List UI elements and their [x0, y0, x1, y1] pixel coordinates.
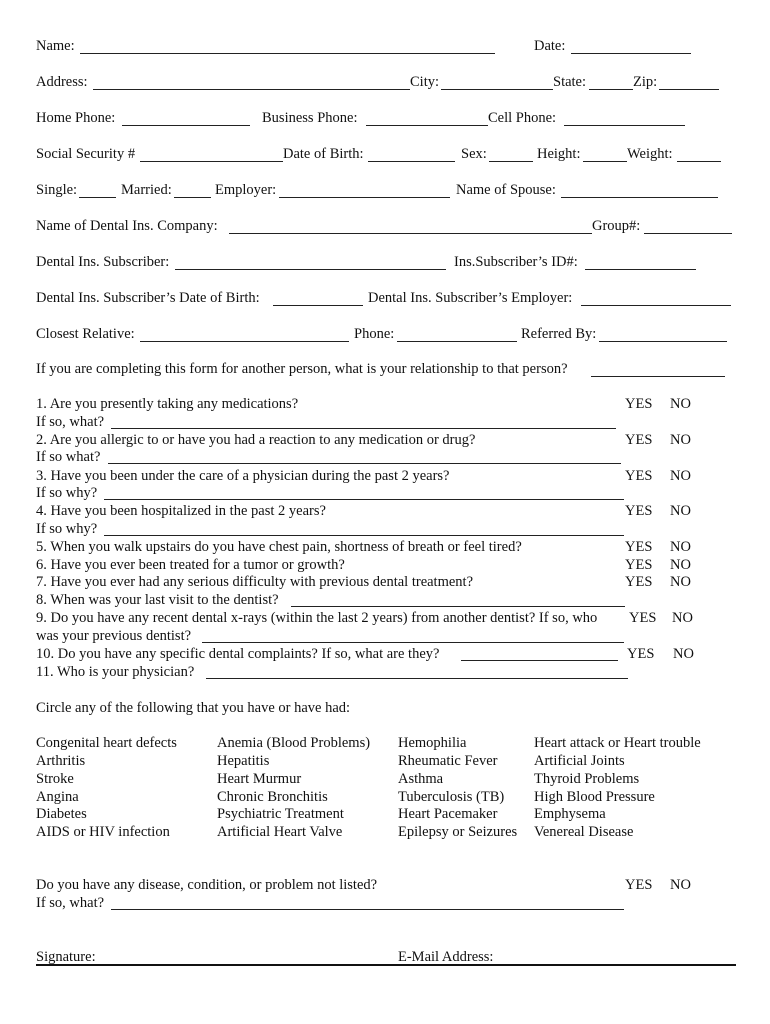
employer-field[interactable] — [279, 182, 450, 198]
zip-field[interactable] — [659, 74, 719, 90]
signature-label: Signature: — [36, 949, 96, 965]
condition-item[interactable]: Hepatitis — [217, 753, 270, 769]
yes-option[interactable]: YES — [625, 877, 653, 893]
ins-subscriber-employer-label: Dental Ins. Subscriber’s Employer: — [368, 290, 573, 306]
single-field[interactable] — [79, 182, 116, 198]
question-7: 7. Have you ever had any serious difficulty with previous dental treatment? — [36, 574, 474, 590]
question-4-followup-label: If so why? — [36, 521, 98, 537]
no-option[interactable]: NO — [670, 557, 691, 573]
question-1: 1. Are you presently taking any medications? — [36, 396, 299, 412]
ins-subscriber-id-label: Ins.Subscriber’s ID#: — [454, 254, 578, 270]
question-8: 8. When was your last visit to the dentist? — [36, 592, 279, 608]
yes-option[interactable]: YES — [625, 468, 653, 484]
question-10: 10. Do you have any specific dental complaints? If so, what are they? — [36, 646, 440, 662]
city-label: City: — [410, 74, 440, 90]
ssn-label: Social Security # — [36, 146, 136, 162]
email-label: E-Mail Address: — [398, 949, 494, 965]
question-11: 11. Who is your physician? — [36, 664, 195, 680]
married-label: Married: — [121, 182, 172, 198]
height-label: Height: — [537, 146, 581, 162]
height-field[interactable] — [583, 146, 627, 162]
condition-item[interactable]: Artificial Joints — [534, 753, 625, 769]
name-field[interactable] — [80, 38, 495, 54]
dob-field[interactable] — [368, 146, 455, 162]
cell-phone-field[interactable] — [564, 110, 685, 126]
ins-subscriber-label: Dental Ins. Subscriber: — [36, 254, 170, 270]
condition-item[interactable]: High Blood Pressure — [534, 789, 655, 805]
other-condition-question: Do you have any disease, condition, or problem not listed? — [36, 877, 378, 893]
ssn-field[interactable] — [140, 146, 283, 162]
question-3-followup-label: If so why? — [36, 485, 98, 501]
question-8-field[interactable] — [291, 591, 625, 607]
phone-label: Phone: — [354, 326, 395, 342]
yes-option[interactable]: YES — [629, 610, 657, 626]
question-1-followup-field[interactable] — [111, 413, 616, 429]
closest-relative-label: Closest Relative: — [36, 326, 135, 342]
address-field[interactable] — [93, 74, 410, 90]
sex-field[interactable] — [489, 146, 533, 162]
date-label: Date: — [534, 38, 566, 54]
spouse-label: Name of Spouse: — [456, 182, 556, 198]
yes-option[interactable]: YES — [625, 557, 653, 573]
condition-item[interactable]: Rheumatic Fever — [398, 753, 498, 769]
cell-phone-label: Cell Phone: — [488, 110, 557, 126]
zip-label: Zip: — [633, 74, 658, 90]
weight-field[interactable] — [677, 146, 721, 162]
phone-field[interactable] — [397, 326, 517, 342]
city-field[interactable] — [441, 74, 553, 90]
name-label: Name: — [36, 38, 75, 54]
referred-by-field[interactable] — [599, 326, 727, 342]
no-option[interactable]: NO — [670, 539, 691, 555]
signature-line[interactable] — [36, 964, 736, 966]
condition-item[interactable]: Epilepsy or Seizures — [398, 824, 518, 840]
no-option[interactable]: NO — [673, 646, 694, 662]
condition-item[interactable]: Tuberculosis (TB) — [398, 789, 505, 805]
question-11-field[interactable] — [206, 663, 628, 679]
question-4: 4. Have you been hospitalized in the past 2 years? — [36, 503, 326, 519]
other-condition-field[interactable] — [111, 894, 624, 910]
business-phone-label: Business Phone: — [262, 110, 358, 126]
no-option[interactable]: NO — [670, 574, 691, 590]
address-label: Address: — [36, 74, 88, 90]
condition-item[interactable]: Hemophilia — [398, 735, 467, 751]
condition-item[interactable]: Emphysema — [534, 806, 606, 822]
home-phone-label: Home Phone: — [36, 110, 116, 126]
condition-item[interactable]: Stroke — [36, 771, 74, 787]
condition-item[interactable]: Heart Murmur — [217, 771, 302, 787]
question-5: 5. When you walk upstairs do you have chest pain, shortness of breath or feel tired? — [36, 539, 522, 555]
condition-item[interactable]: Artificial Heart Valve — [217, 824, 343, 840]
married-field[interactable] — [174, 182, 211, 198]
state-field[interactable] — [589, 74, 633, 90]
closest-relative-field[interactable] — [140, 326, 349, 342]
yes-option[interactable]: YES — [627, 646, 655, 662]
home-phone-field[interactable] — [122, 110, 250, 126]
ins-subscriber-dob-label: Dental Ins. Subscriber’s Date of Birth: — [36, 290, 260, 306]
sex-label: Sex: — [461, 146, 487, 162]
relationship-field[interactable] — [591, 361, 725, 377]
ins-company-label: Name of Dental Ins. Company: — [36, 218, 218, 234]
question-4-followup-field[interactable] — [104, 520, 624, 536]
single-label: Single: — [36, 182, 78, 198]
ins-subscriber-field[interactable] — [175, 254, 446, 270]
condition-item[interactable]: Arthritis — [36, 753, 86, 769]
condition-item[interactable]: Heart Pacemaker — [398, 806, 498, 822]
yes-option[interactable]: YES — [625, 503, 653, 519]
question-9-field[interactable] — [202, 627, 624, 643]
employer-label: Employer: — [215, 182, 277, 198]
question-9: 9. Do you have any recent dental x-rays (within the last 2 years) from another dentist? If so, who — [36, 610, 598, 626]
question-3: 3. Have you been under the care of a physician during the past 2 years? — [36, 468, 450, 484]
question-9-continued: was your previous dentist? — [36, 628, 192, 644]
yes-option[interactable]: YES — [625, 396, 653, 412]
state-label: State: — [553, 74, 587, 90]
no-option[interactable]: NO — [670, 396, 691, 412]
conditions-intro: Circle any of the following that you have or have had: — [36, 700, 351, 716]
referred-by-label: Referred By: — [521, 326, 597, 342]
condition-item[interactable]: Chronic Bronchitis — [217, 789, 328, 805]
condition-item[interactable]: Anemia (Blood Problems) — [217, 735, 371, 751]
spouse-field[interactable] — [561, 182, 718, 198]
question-3-followup-field[interactable] — [104, 484, 624, 500]
yes-option[interactable]: YES — [625, 539, 653, 555]
question-2-followup-label: If so what? — [36, 449, 101, 465]
dob-label: Date of Birth: — [283, 146, 364, 162]
condition-item[interactable]: Venereal Disease — [534, 824, 634, 840]
condition-item[interactable]: Congenital heart defects — [36, 735, 177, 751]
condition-item[interactable]: Angina — [36, 789, 79, 805]
condition-item[interactable]: Asthma — [398, 771, 444, 787]
ins-subscriber-employer-field[interactable] — [581, 290, 731, 306]
other-condition-followup-label: If so, what? — [36, 895, 105, 911]
no-option[interactable]: NO — [670, 503, 691, 519]
question-10-field[interactable] — [461, 645, 618, 661]
condition-item[interactable]: AIDS or HIV infection — [36, 824, 170, 840]
condition-item[interactable]: Heart attack or Heart trouble — [534, 735, 701, 751]
no-option[interactable]: NO — [670, 468, 691, 484]
no-option[interactable]: NO — [670, 877, 691, 893]
no-option[interactable]: NO — [670, 432, 691, 448]
relationship-label: If you are completing this form for another person, what is your relationship to that person? — [36, 361, 568, 377]
ins-subscriber-dob-field[interactable] — [273, 290, 363, 306]
business-phone-field[interactable] — [366, 110, 488, 126]
question-2: 2. Are you allergic to or have you had a reaction to any medication or drug? — [36, 432, 476, 448]
question-1-followup-label: If so, what? — [36, 414, 105, 430]
yes-option[interactable]: YES — [625, 574, 653, 590]
weight-label: Weight: — [627, 146, 673, 162]
group-field[interactable] — [644, 218, 732, 234]
question-2-followup-field[interactable] — [108, 448, 621, 464]
condition-item[interactable]: Psychiatric Treatment — [217, 806, 344, 822]
date-field[interactable] — [571, 38, 691, 54]
ins-subscriber-id-field[interactable] — [585, 254, 696, 270]
yes-option[interactable]: YES — [625, 432, 653, 448]
ins-company-field[interactable] — [229, 218, 592, 234]
no-option[interactable]: NO — [672, 610, 693, 626]
condition-item[interactable]: Thyroid Problems — [534, 771, 640, 787]
question-6: 6. Have you ever been treated for a tumor or growth? — [36, 557, 345, 573]
group-label: Group#: — [592, 218, 641, 234]
condition-item[interactable]: Diabetes — [36, 806, 87, 822]
